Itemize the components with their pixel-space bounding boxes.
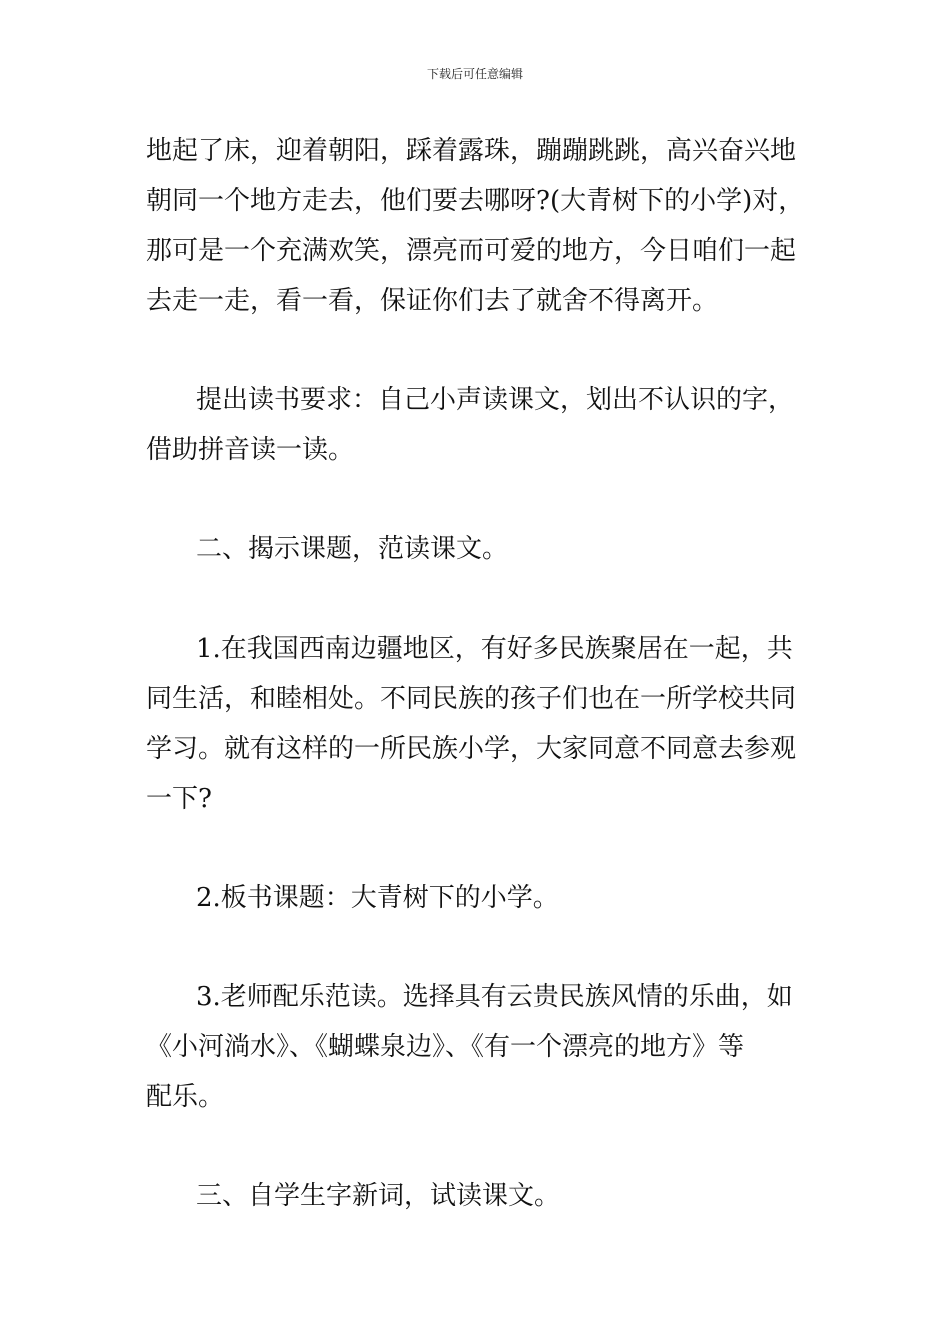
section-heading: 三、自学生字新词，试读课文。 <box>196 1181 561 1211</box>
paragraph-line: 《小河淌水》、《蝴蝶泉边》、《有一个漂亮的地方》等 <box>146 1032 745 1062</box>
section-heading: 二、揭示课题，范读课文。 <box>196 534 509 564</box>
paragraph-line: 同生活，和睦相处。不同民族的孩子们也在一所学校共同 <box>146 684 797 714</box>
paragraph-line: 提出读书要求：自己小声读课文，划出不认识的字， <box>196 385 795 415</box>
paragraph-line: 朝同一个地方走去，他们要去哪呀?(大青树下的小学)对， <box>146 186 805 216</box>
paragraph-line: 借助拼音读一读。 <box>146 435 355 465</box>
paragraph-line: 那可是一个充满欢笑，漂亮而可爱的地方，今日咱们一起 <box>146 236 797 266</box>
paragraph-line: 地起了床，迎着朝阳，踩着露珠，蹦蹦跳跳，高兴奋兴地 <box>146 136 797 166</box>
paragraph-line: 一下? <box>146 784 212 814</box>
paragraph-line: 配乐。 <box>146 1082 225 1112</box>
paragraph-line: 去走一走，看一看，保证你们去了就舍不得离开。 <box>146 286 719 316</box>
page-header-note: 下载后可任意编辑 <box>426 67 523 81</box>
paragraph-line: 2.板书课题：大青树下的小学。 <box>196 883 559 913</box>
paragraph-line: 3.老师配乐范读。选择具有云贵民族风情的乐曲，如 <box>196 982 793 1012</box>
paragraph-line: 学习。就有这样的一所民族小学，大家同意不同意去参观 <box>146 734 797 764</box>
paragraph-line: 1.在我国西南边疆地区，有好多民族聚居在一起，共 <box>196 634 793 664</box>
